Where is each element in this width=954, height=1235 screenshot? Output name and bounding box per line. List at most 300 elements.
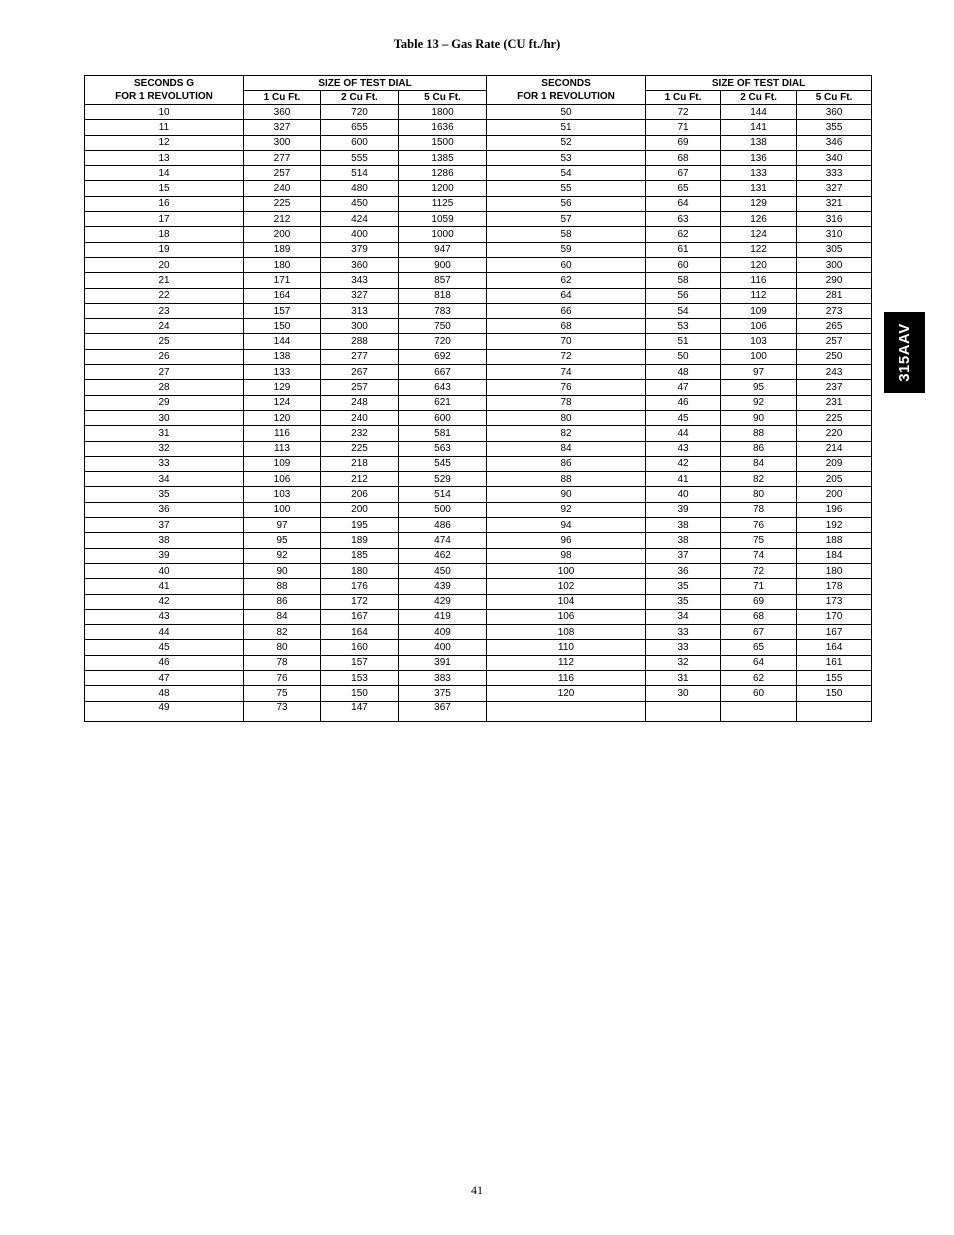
table-body bbox=[85, 105, 872, 722]
cell-rate-2cu-right: 109 bbox=[721, 303, 797, 318]
table-row bbox=[85, 655, 872, 670]
cell-rate-5cu-left: 514 bbox=[399, 487, 487, 502]
table-row bbox=[85, 380, 872, 395]
cell-seconds-right: 102 bbox=[487, 579, 646, 594]
cell-seconds-left: 37 bbox=[85, 518, 244, 533]
table-row bbox=[85, 365, 872, 380]
cell-rate-2cu-left: 480 bbox=[321, 181, 399, 196]
cell-rate-5cu-right: 300 bbox=[797, 257, 872, 272]
cell-seconds-right: 94 bbox=[487, 518, 646, 533]
cell-rate-2cu-right: 103 bbox=[721, 334, 797, 349]
cell-rate-5cu-right: 281 bbox=[797, 288, 872, 303]
cell-seconds-right: 112 bbox=[487, 655, 646, 670]
cell-rate-2cu-right: 69 bbox=[721, 594, 797, 609]
table-row bbox=[85, 150, 872, 165]
cell-rate-5cu-left: 474 bbox=[399, 533, 487, 548]
cell-rate-1cu-right: 48 bbox=[646, 365, 721, 380]
cell-rate-2cu-right: 65 bbox=[721, 640, 797, 655]
cell-seconds-right: 108 bbox=[487, 625, 646, 640]
header-5cu-right: 5 Cu Ft. bbox=[797, 91, 872, 105]
cell-rate-5cu-left: 375 bbox=[399, 686, 487, 701]
table-row bbox=[85, 166, 872, 181]
cell-rate-5cu-right: 180 bbox=[797, 563, 872, 578]
cell-seconds-left: 39 bbox=[85, 548, 244, 563]
cell-rate-5cu-right: 340 bbox=[797, 150, 872, 165]
cell-rate-1cu-right: 31 bbox=[646, 670, 721, 685]
cell-rate-5cu-right: 173 bbox=[797, 594, 872, 609]
cell-seconds-left: 38 bbox=[85, 533, 244, 548]
cell-rate-1cu-left: 240 bbox=[244, 181, 321, 196]
cell-rate-5cu-left: 1125 bbox=[399, 196, 487, 211]
table-row bbox=[85, 594, 872, 609]
cell-rate-1cu-right: 33 bbox=[646, 625, 721, 640]
cell-rate-1cu-left: 277 bbox=[244, 150, 321, 165]
cell-seconds-right: 53 bbox=[487, 150, 646, 165]
cell-rate-2cu-right: 88 bbox=[721, 426, 797, 441]
cell-seconds-right bbox=[487, 701, 646, 721]
cell-rate-5cu-right: 257 bbox=[797, 334, 872, 349]
cell-rate-1cu-left: 106 bbox=[244, 472, 321, 487]
table-row bbox=[85, 640, 872, 655]
cell-rate-1cu-right: 58 bbox=[646, 273, 721, 288]
cell-rate-1cu-left: 86 bbox=[244, 594, 321, 609]
table-row bbox=[85, 502, 872, 517]
cell-rate-2cu-right: 62 bbox=[721, 670, 797, 685]
cell-rate-5cu-right: 188 bbox=[797, 533, 872, 548]
cell-seconds-left: 41 bbox=[85, 579, 244, 594]
header-seconds-left-line2: FOR 1 REVOLUTION bbox=[115, 91, 213, 102]
cell-rate-2cu-right: 92 bbox=[721, 395, 797, 410]
cell-rate-2cu-left: 160 bbox=[321, 640, 399, 655]
cell-seconds-right: 86 bbox=[487, 456, 646, 471]
cell-rate-5cu-left: 439 bbox=[399, 579, 487, 594]
cell-seconds-right: 78 bbox=[487, 395, 646, 410]
cell-seconds-left: 42 bbox=[85, 594, 244, 609]
cell-seconds-right: 90 bbox=[487, 487, 646, 502]
cell-rate-5cu-left: 857 bbox=[399, 273, 487, 288]
cell-rate-1cu-left: 80 bbox=[244, 640, 321, 655]
table-row bbox=[85, 563, 872, 578]
table-title: Table 13 – Gas Rate (CU ft./hr) bbox=[393, 37, 561, 51]
cell-rate-2cu-left: 327 bbox=[321, 288, 399, 303]
cell-rate-5cu-left: 419 bbox=[399, 609, 487, 624]
cell-rate-2cu-left: 720 bbox=[321, 105, 399, 120]
cell-rate-2cu-right: 141 bbox=[721, 120, 797, 135]
cell-seconds-left: 31 bbox=[85, 426, 244, 441]
cell-rate-2cu-left: 450 bbox=[321, 196, 399, 211]
table-row bbox=[85, 518, 872, 533]
cell-rate-2cu-left: 277 bbox=[321, 349, 399, 364]
cell-rate-2cu-left: 343 bbox=[321, 273, 399, 288]
cell-rate-5cu-left: 383 bbox=[399, 670, 487, 685]
cell-rate-5cu-left: 429 bbox=[399, 594, 487, 609]
cell-rate-1cu-right: 46 bbox=[646, 395, 721, 410]
cell-rate-2cu-left: 167 bbox=[321, 609, 399, 624]
cell-rate-5cu-left: 1385 bbox=[399, 150, 487, 165]
cell-seconds-left: 18 bbox=[85, 227, 244, 242]
cell-rate-5cu-right: 250 bbox=[797, 349, 872, 364]
cell-rate-5cu-right: 265 bbox=[797, 319, 872, 334]
cell-rate-5cu-right: 355 bbox=[797, 120, 872, 135]
cell-seconds-left: 25 bbox=[85, 334, 244, 349]
cell-rate-2cu-right: 75 bbox=[721, 533, 797, 548]
cell-rate-2cu-right: 129 bbox=[721, 196, 797, 211]
cell-seconds-left: 48 bbox=[85, 686, 244, 701]
cell-rate-1cu-left: 257 bbox=[244, 166, 321, 181]
cell-rate-5cu-right: 150 bbox=[797, 686, 872, 701]
header-seconds-right-line1: SECONDS bbox=[541, 78, 591, 89]
cell-seconds-left: 36 bbox=[85, 502, 244, 517]
table-row bbox=[85, 426, 872, 441]
cell-seconds-left: 32 bbox=[85, 441, 244, 456]
cell-rate-2cu-left: 200 bbox=[321, 502, 399, 517]
cell-rate-1cu-right: 64 bbox=[646, 196, 721, 211]
cell-rate-5cu-left: 783 bbox=[399, 303, 487, 318]
cell-rate-2cu-right: 97 bbox=[721, 365, 797, 380]
cell-rate-2cu-left: 185 bbox=[321, 548, 399, 563]
table-row bbox=[85, 533, 872, 548]
cell-rate-1cu-right: 35 bbox=[646, 579, 721, 594]
header-seconds-left bbox=[85, 76, 244, 105]
cell-seconds-left: 26 bbox=[85, 349, 244, 364]
header-dial-group-right: SIZE OF TEST DIAL bbox=[646, 76, 872, 91]
cell-rate-2cu-left: 313 bbox=[321, 303, 399, 318]
cell-rate-2cu-right: 64 bbox=[721, 655, 797, 670]
cell-rate-2cu-right: 82 bbox=[721, 472, 797, 487]
cell-rate-1cu-left: 76 bbox=[244, 670, 321, 685]
cell-rate-2cu-left: 267 bbox=[321, 365, 399, 380]
cell-rate-5cu-right: 161 bbox=[797, 655, 872, 670]
table-row bbox=[85, 487, 872, 502]
cell-rate-5cu-right: 273 bbox=[797, 303, 872, 318]
cell-rate-2cu-left: 600 bbox=[321, 135, 399, 150]
cell-rate-1cu-left: 150 bbox=[244, 319, 321, 334]
cell-seconds-right: 96 bbox=[487, 533, 646, 548]
cell-rate-1cu-right: 56 bbox=[646, 288, 721, 303]
cell-rate-1cu-left: 129 bbox=[244, 380, 321, 395]
cell-rate-2cu-left: 150 bbox=[321, 686, 399, 701]
table-row bbox=[85, 135, 872, 150]
cell-seconds-right: 59 bbox=[487, 242, 646, 257]
cell-rate-5cu-left: 621 bbox=[399, 395, 487, 410]
cell-rate-5cu-left: 1000 bbox=[399, 227, 487, 242]
cell-rate-2cu-right: 84 bbox=[721, 456, 797, 471]
cell-rate-1cu-left: 180 bbox=[244, 257, 321, 272]
header-seconds-left-line1: SECONDS G bbox=[133, 78, 194, 89]
cell-rate-2cu-left: 206 bbox=[321, 487, 399, 502]
cell-rate-1cu-left: 109 bbox=[244, 456, 321, 471]
cell-seconds-right: 92 bbox=[487, 502, 646, 517]
cell-rate-1cu-right: 39 bbox=[646, 502, 721, 517]
cell-rate-5cu-right: 327 bbox=[797, 181, 872, 196]
cell-rate-1cu-right: 40 bbox=[646, 487, 721, 502]
cell-rate-5cu-right: 225 bbox=[797, 410, 872, 425]
cell-seconds-left: 47 bbox=[85, 670, 244, 685]
cell-seconds-left: 16 bbox=[85, 196, 244, 211]
cell-rate-2cu-right: 124 bbox=[721, 227, 797, 242]
cell-rate-1cu-left: 225 bbox=[244, 196, 321, 211]
cell-rate-2cu-left: 288 bbox=[321, 334, 399, 349]
cell-rate-2cu-left: 379 bbox=[321, 242, 399, 257]
cell-seconds-right: 98 bbox=[487, 548, 646, 563]
cell-rate-5cu-left: 900 bbox=[399, 257, 487, 272]
cell-rate-5cu-left: 1200 bbox=[399, 181, 487, 196]
cell-rate-1cu-right: 61 bbox=[646, 242, 721, 257]
cell-rate-5cu-left: 450 bbox=[399, 563, 487, 578]
cell-rate-1cu-right: 32 bbox=[646, 655, 721, 670]
cell-rate-2cu-left: 257 bbox=[321, 380, 399, 395]
cell-rate-2cu-left: 655 bbox=[321, 120, 399, 135]
cell-rate-5cu-right: 184 bbox=[797, 548, 872, 563]
cell-rate-5cu-left: 600 bbox=[399, 410, 487, 425]
cell-seconds-right: 66 bbox=[487, 303, 646, 318]
cell-rate-2cu-right: 71 bbox=[721, 579, 797, 594]
header-seconds-right bbox=[487, 76, 646, 105]
cell-rate-2cu-left: 147 bbox=[321, 701, 399, 721]
cell-seconds-left: 20 bbox=[85, 257, 244, 272]
cell-rate-2cu-right: 67 bbox=[721, 625, 797, 640]
table-row bbox=[85, 670, 872, 685]
cell-rate-1cu-right: 47 bbox=[646, 380, 721, 395]
cell-rate-5cu-left: 1800 bbox=[399, 105, 487, 120]
cell-rate-1cu-left: 100 bbox=[244, 502, 321, 517]
cell-rate-2cu-right: 120 bbox=[721, 257, 797, 272]
cell-rate-1cu-right: 37 bbox=[646, 548, 721, 563]
cell-rate-1cu-right: 36 bbox=[646, 563, 721, 578]
cell-seconds-left: 35 bbox=[85, 487, 244, 502]
table-row bbox=[85, 701, 872, 721]
cell-seconds-left: 27 bbox=[85, 365, 244, 380]
cell-rate-2cu-left: 400 bbox=[321, 227, 399, 242]
cell-rate-1cu-right: 43 bbox=[646, 441, 721, 456]
cell-rate-2cu-left: 157 bbox=[321, 655, 399, 670]
cell-seconds-left: 11 bbox=[85, 120, 244, 135]
cell-seconds-right: 120 bbox=[487, 686, 646, 701]
cell-rate-2cu-right: 95 bbox=[721, 380, 797, 395]
cell-rate-5cu-left: 947 bbox=[399, 242, 487, 257]
cell-seconds-left: 46 bbox=[85, 655, 244, 670]
header-5cu-left: 5 Cu Ft. bbox=[399, 91, 487, 105]
cell-seconds-right: 62 bbox=[487, 273, 646, 288]
cell-rate-1cu-right: 51 bbox=[646, 334, 721, 349]
cell-rate-5cu-left: 1500 bbox=[399, 135, 487, 150]
cell-rate-1cu-left: 164 bbox=[244, 288, 321, 303]
cell-rate-2cu-left: 189 bbox=[321, 533, 399, 548]
cell-rate-5cu-left: 500 bbox=[399, 502, 487, 517]
cell-rate-5cu-right: 360 bbox=[797, 105, 872, 120]
cell-rate-1cu-left: 97 bbox=[244, 518, 321, 533]
table-row bbox=[85, 349, 872, 364]
cell-rate-1cu-right: 53 bbox=[646, 319, 721, 334]
table-row bbox=[85, 273, 872, 288]
cell-rate-2cu-right: 144 bbox=[721, 105, 797, 120]
cell-seconds-left: 15 bbox=[85, 181, 244, 196]
cell-rate-5cu-left: 409 bbox=[399, 625, 487, 640]
header-1cu-right: 1 Cu Ft. bbox=[646, 91, 721, 105]
cell-rate-5cu-right: 200 bbox=[797, 487, 872, 502]
table-row bbox=[85, 242, 872, 257]
cell-rate-5cu-right: 192 bbox=[797, 518, 872, 533]
cell-seconds-right: 60 bbox=[487, 257, 646, 272]
cell-seconds-left: 40 bbox=[85, 563, 244, 578]
cell-seconds-left: 49 bbox=[85, 701, 244, 721]
table-row bbox=[85, 334, 872, 349]
cell-seconds-left: 28 bbox=[85, 380, 244, 395]
cell-seconds-right: 74 bbox=[487, 365, 646, 380]
cell-rate-5cu-left: 462 bbox=[399, 548, 487, 563]
cell-rate-5cu-left: 529 bbox=[399, 472, 487, 487]
header-seconds-right-line2: FOR 1 REVOLUTION bbox=[517, 91, 615, 102]
cell-rate-1cu-left: 189 bbox=[244, 242, 321, 257]
cell-rate-2cu-left: 424 bbox=[321, 212, 399, 227]
cell-rate-5cu-right: 220 bbox=[797, 426, 872, 441]
cell-rate-2cu-left: 212 bbox=[321, 472, 399, 487]
header-dial-group-left: SIZE OF TEST DIAL bbox=[244, 76, 487, 91]
cell-rate-2cu-left: 232 bbox=[321, 426, 399, 441]
cell-rate-1cu-right: 54 bbox=[646, 303, 721, 318]
cell-seconds-right: 72 bbox=[487, 349, 646, 364]
cell-seconds-right: 56 bbox=[487, 196, 646, 211]
cell-rate-1cu-right: 30 bbox=[646, 686, 721, 701]
cell-rate-5cu-right: 310 bbox=[797, 227, 872, 242]
cell-rate-2cu-right: 122 bbox=[721, 242, 797, 257]
cell-rate-5cu-left: 720 bbox=[399, 334, 487, 349]
cell-rate-1cu-left: 138 bbox=[244, 349, 321, 364]
cell-rate-2cu-left: 240 bbox=[321, 410, 399, 425]
cell-rate-2cu-right: 126 bbox=[721, 212, 797, 227]
cell-rate-2cu-right: 100 bbox=[721, 349, 797, 364]
cell-seconds-left: 13 bbox=[85, 150, 244, 165]
cell-rate-1cu-right: 44 bbox=[646, 426, 721, 441]
table-header bbox=[85, 76, 872, 105]
cell-rate-2cu-left: 195 bbox=[321, 518, 399, 533]
cell-rate-1cu-right: 60 bbox=[646, 257, 721, 272]
cell-seconds-left: 45 bbox=[85, 640, 244, 655]
cell-rate-1cu-right: 45 bbox=[646, 410, 721, 425]
cell-rate-2cu-left: 225 bbox=[321, 441, 399, 456]
table-row bbox=[85, 212, 872, 227]
cell-seconds-left: 17 bbox=[85, 212, 244, 227]
cell-seconds-left: 23 bbox=[85, 303, 244, 318]
cell-rate-5cu-right: 346 bbox=[797, 135, 872, 150]
cell-rate-5cu-left: 643 bbox=[399, 380, 487, 395]
cell-seconds-left: 22 bbox=[85, 288, 244, 303]
cell-rate-5cu-left: 750 bbox=[399, 319, 487, 334]
cell-rate-1cu-left: 124 bbox=[244, 395, 321, 410]
cell-rate-1cu-left: 90 bbox=[244, 563, 321, 578]
cell-rate-2cu-right: 136 bbox=[721, 150, 797, 165]
table-row bbox=[85, 441, 872, 456]
cell-rate-1cu-right: 72 bbox=[646, 105, 721, 120]
cell-rate-1cu-left: 73 bbox=[244, 701, 321, 721]
cell-seconds-left: 14 bbox=[85, 166, 244, 181]
cell-rate-1cu-left: 157 bbox=[244, 303, 321, 318]
cell-rate-1cu-right: 50 bbox=[646, 349, 721, 364]
cell-rate-1cu-right: 34 bbox=[646, 609, 721, 624]
cell-seconds-left: 34 bbox=[85, 472, 244, 487]
cell-rate-2cu-right: 80 bbox=[721, 487, 797, 502]
table-row bbox=[85, 181, 872, 196]
cell-rate-5cu-left: 563 bbox=[399, 441, 487, 456]
cell-rate-5cu-left: 367 bbox=[399, 701, 487, 721]
cell-rate-5cu-left: 1636 bbox=[399, 120, 487, 135]
cell-rate-2cu-right: 76 bbox=[721, 518, 797, 533]
cell-rate-1cu-left: 212 bbox=[244, 212, 321, 227]
cell-rate-1cu-left: 171 bbox=[244, 273, 321, 288]
cell-rate-1cu-left: 95 bbox=[244, 533, 321, 548]
cell-seconds-right: 100 bbox=[487, 563, 646, 578]
cell-rate-5cu-left: 692 bbox=[399, 349, 487, 364]
cell-seconds-right: 106 bbox=[487, 609, 646, 624]
cell-rate-1cu-left: 300 bbox=[244, 135, 321, 150]
gas-rate-table bbox=[84, 75, 872, 722]
side-tab bbox=[884, 312, 925, 393]
cell-seconds-right: 51 bbox=[487, 120, 646, 135]
cell-seconds-left: 30 bbox=[85, 410, 244, 425]
cell-rate-5cu-right: 155 bbox=[797, 670, 872, 685]
cell-rate-1cu-left: 113 bbox=[244, 441, 321, 456]
cell-rate-5cu-right: 209 bbox=[797, 456, 872, 471]
cell-rate-2cu-right: 116 bbox=[721, 273, 797, 288]
table-row bbox=[85, 456, 872, 471]
cell-rate-2cu-left: 180 bbox=[321, 563, 399, 578]
cell-rate-1cu-right: 33 bbox=[646, 640, 721, 655]
table-row bbox=[85, 410, 872, 425]
cell-rate-5cu-right: 178 bbox=[797, 579, 872, 594]
cell-rate-5cu-right: 237 bbox=[797, 380, 872, 395]
cell-rate-2cu-right: 133 bbox=[721, 166, 797, 181]
cell-rate-1cu-left: 78 bbox=[244, 655, 321, 670]
cell-seconds-right: 88 bbox=[487, 472, 646, 487]
cell-rate-2cu-left: 248 bbox=[321, 395, 399, 410]
table-row bbox=[85, 319, 872, 334]
table-row bbox=[85, 105, 872, 120]
cell-seconds-left: 10 bbox=[85, 105, 244, 120]
cell-rate-1cu-right: 38 bbox=[646, 518, 721, 533]
cell-rate-5cu-right: 196 bbox=[797, 502, 872, 517]
cell-seconds-right: 104 bbox=[487, 594, 646, 609]
cell-rate-1cu-left: 92 bbox=[244, 548, 321, 563]
table-row bbox=[85, 257, 872, 272]
cell-rate-5cu-left: 581 bbox=[399, 426, 487, 441]
cell-rate-5cu-right: 214 bbox=[797, 441, 872, 456]
cell-rate-5cu-right: 321 bbox=[797, 196, 872, 211]
cell-seconds-right: 55 bbox=[487, 181, 646, 196]
cell-rate-1cu-right: 62 bbox=[646, 227, 721, 242]
cell-rate-5cu-left: 545 bbox=[399, 456, 487, 471]
cell-rate-2cu-right: 112 bbox=[721, 288, 797, 303]
cell-rate-1cu-right: 42 bbox=[646, 456, 721, 471]
cell-rate-2cu-left: 300 bbox=[321, 319, 399, 334]
page-number: 41 bbox=[471, 1183, 483, 1197]
cell-rate-1cu-right: 65 bbox=[646, 181, 721, 196]
cell-rate-5cu-right: 333 bbox=[797, 166, 872, 181]
table-row bbox=[85, 609, 872, 624]
cell-rate-1cu-left: 120 bbox=[244, 410, 321, 425]
cell-rate-5cu-left: 400 bbox=[399, 640, 487, 655]
cell-rate-2cu-right: 60 bbox=[721, 686, 797, 701]
cell-rate-1cu-right bbox=[646, 701, 721, 721]
cell-rate-2cu-left: 514 bbox=[321, 166, 399, 181]
header-1cu-left: 1 Cu Ft. bbox=[244, 91, 321, 105]
cell-rate-2cu-left: 176 bbox=[321, 579, 399, 594]
cell-seconds-left: 43 bbox=[85, 609, 244, 624]
cell-rate-2cu-right: 106 bbox=[721, 319, 797, 334]
cell-seconds-right: 58 bbox=[487, 227, 646, 242]
table-row bbox=[85, 472, 872, 487]
cell-seconds-right: 57 bbox=[487, 212, 646, 227]
cell-rate-1cu-left: 88 bbox=[244, 579, 321, 594]
